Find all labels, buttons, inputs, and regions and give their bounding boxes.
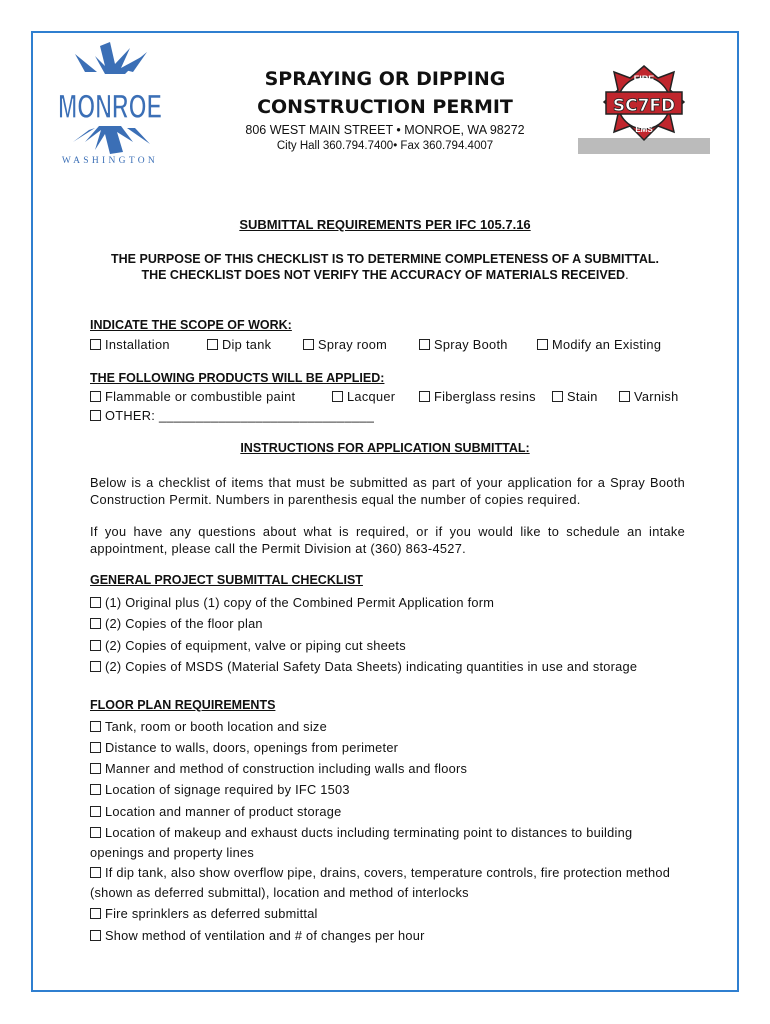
monroe-logo-text: MONROE xyxy=(58,88,162,126)
title-line-2: CONSTRUCTION PERMIT xyxy=(257,96,513,118)
checkbox[interactable] xyxy=(90,827,101,838)
sc7fd-center-text: SC7FD xyxy=(612,96,676,116)
floor-item[interactable]: If dip tank, also show overflow pipe, drains, covers, temperature controls, fire protection method (shown as deferred submittal), location and method of interlocks xyxy=(90,865,671,900)
submittal-heading: SUBMITTAL REQUIREMENTS PER IFC 105.7.16 xyxy=(239,217,531,232)
sc7fd-ems-text: EMS xyxy=(635,125,653,134)
sc7fd-logo xyxy=(578,62,710,156)
products-heading: THE FOLLOWING PRODUCTS WILL BE APPLIED: xyxy=(90,371,385,385)
floor-item[interactable]: Location of signage required by IFC 1503 xyxy=(90,780,690,800)
checkbox[interactable] xyxy=(90,410,101,421)
scope-option-installation[interactable]: Installation xyxy=(90,337,170,352)
scope-option-spray-booth[interactable]: Spray Booth xyxy=(419,337,508,352)
product-option-flammable[interactable]: Flammable or combustible paint xyxy=(90,389,295,404)
checkbox[interactable] xyxy=(90,339,101,350)
product-option-fiberglass[interactable]: Fiberglass resins xyxy=(419,389,536,404)
product-options xyxy=(0,389,770,407)
product-option-other[interactable]: OTHER: _____________________________ xyxy=(90,408,374,423)
monroe-logo-state: WASHINGTON xyxy=(61,156,159,166)
floor-item[interactable]: Fire sprinklers as deferred submittal xyxy=(90,904,690,924)
checkbox[interactable] xyxy=(552,391,563,402)
purpose-line-1: THE PURPOSE OF THIS CHECKLIST IS TO DETERMINE COMPLETENESS OF A SUBMITTAL. xyxy=(111,252,659,266)
other-input-line[interactable]: _____________________________ xyxy=(159,408,375,423)
checkbox[interactable] xyxy=(537,339,548,350)
scope-option-spray-room[interactable]: Spray room xyxy=(303,337,387,352)
checkbox[interactable] xyxy=(419,391,430,402)
checkbox[interactable] xyxy=(90,618,101,629)
checkbox[interactable] xyxy=(90,867,101,878)
checkbox[interactable] xyxy=(303,339,314,350)
checkbox[interactable] xyxy=(90,806,101,817)
general-item[interactable]: (2) Copies of MSDS (Material Safety Data Sheets) indicating quantities in use and storage xyxy=(90,657,690,677)
checkbox[interactable] xyxy=(332,391,343,402)
checkbox[interactable] xyxy=(90,742,101,753)
checkbox[interactable] xyxy=(90,930,101,941)
instructions-heading: INSTRUCTIONS FOR APPLICATION SUBMITTAL: xyxy=(240,441,530,455)
checkbox[interactable] xyxy=(90,661,101,672)
checkbox[interactable] xyxy=(90,721,101,732)
scope-heading: INDICATE THE SCOPE OF WORK: xyxy=(90,318,292,332)
general-item[interactable]: (2) Copies of the floor plan xyxy=(90,614,690,634)
checkbox[interactable] xyxy=(90,597,101,608)
checkbox[interactable] xyxy=(90,763,101,774)
general-item[interactable]: (1) Original plus (1) copy of the Combined Permit Application form xyxy=(90,593,690,613)
checkbox[interactable] xyxy=(90,784,101,795)
checkbox[interactable] xyxy=(90,391,101,402)
checkbox[interactable] xyxy=(207,339,218,350)
scope-option-dip-tank[interactable]: Dip tank xyxy=(207,337,271,352)
checkbox[interactable] xyxy=(419,339,430,350)
checkbox[interactable] xyxy=(619,391,630,402)
scope-option-modify-existing[interactable]: Modify an Existing xyxy=(537,337,661,352)
scope-options xyxy=(0,337,770,355)
checkbox[interactable] xyxy=(90,640,101,651)
general-item[interactable]: (2) Copies of equipment, valve or piping cut sheets xyxy=(90,636,690,656)
checkbox[interactable] xyxy=(90,908,101,919)
floor-item[interactable]: Location of makeup and exhaust ducts including terminating point to distances to building openings and property lines xyxy=(90,825,633,860)
floor-item[interactable]: Distance to walls, doors, openings from perimeter xyxy=(90,738,690,758)
purpose-line-2: THE CHECKLIST DOES NOT VERIFY THE ACCURACY OF MATERIALS RECEIVED. xyxy=(141,268,629,282)
address: 806 WEST MAIN STREET • MONROE, WA 98272 xyxy=(245,123,525,137)
product-option-varnish[interactable]: Varnish xyxy=(619,389,679,404)
floor-item[interactable]: Manner and method of construction including walls and floors xyxy=(90,759,690,779)
instructions-paragraph-1: Below is a checklist of items that must be submitted as part of your application for a Spray Booth Construction Permit. Numbers in parenthesis equal the number of copies required. xyxy=(90,475,685,507)
title-line-1: SPRAYING OR DIPPING xyxy=(264,68,506,90)
instructions-paragraph-2: If you have any questions about what is required, or if you would like to schedule an intake appointment, please call the Permit Division at (360) 863-4527. xyxy=(90,524,685,556)
product-option-lacquer[interactable]: Lacquer xyxy=(332,389,395,404)
product-option-stain[interactable]: Stain xyxy=(552,389,598,404)
monroe-logo xyxy=(55,42,165,167)
sc7fd-fire-text: FIRE xyxy=(633,74,655,84)
floor-item[interactable]: Show method of ventilation and # of changes per hour xyxy=(90,926,690,946)
floor-plan-heading: FLOOR PLAN REQUIREMENTS xyxy=(90,698,276,712)
phone-fax: City Hall 360.794.7400• Fax 360.794.4007 xyxy=(276,140,494,152)
floor-item[interactable]: Location and manner of product storage xyxy=(90,802,690,822)
floor-item[interactable]: Tank, room or booth location and size xyxy=(90,717,690,737)
general-checklist-heading: GENERAL PROJECT SUBMITTAL CHECKLIST xyxy=(90,573,363,587)
